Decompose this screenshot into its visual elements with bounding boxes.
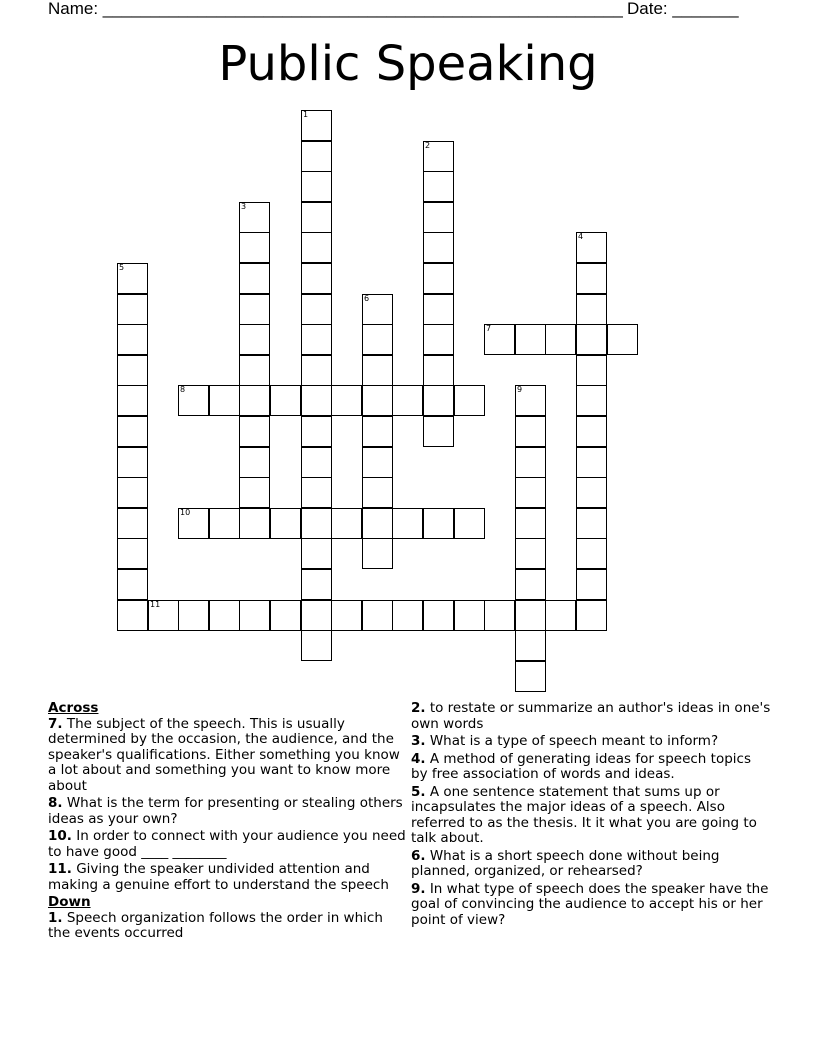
- clue-number-label: 8.: [48, 795, 63, 811]
- grid-cell[interactable]: [301, 294, 332, 325]
- grid-cell[interactable]: [362, 324, 393, 355]
- clue-number-label: 6.: [411, 847, 426, 864]
- clue-text: The subject of the speech. This is usually determined by the occasion, the audience, and the speaker's qualifications. Either something you know a lot about and something you want to know more about: [48, 715, 400, 794]
- grid-cell[interactable]: [515, 661, 546, 692]
- grid-cell[interactable]: [607, 324, 638, 355]
- grid-cell[interactable]: [301, 324, 332, 355]
- clue-number: 7: [486, 324, 492, 333]
- grid-cell[interactable]: [515, 600, 546, 631]
- grid-cell[interactable]: [239, 416, 270, 447]
- clue-item: [411, 701, 771, 732]
- clue-number: 2: [425, 141, 431, 150]
- grid-cell[interactable]: [515, 508, 546, 539]
- clue-text: What is a short speech done without being planned, organized, or rehearsed?: [411, 847, 720, 879]
- grid-cell[interactable]: [301, 263, 332, 294]
- grid-cell[interactable]: [239, 600, 270, 631]
- grid-cell[interactable]: [239, 263, 270, 294]
- grid-cell[interactable]: [423, 385, 454, 416]
- grid-cell[interactable]: [576, 477, 607, 508]
- grid-cell[interactable]: [545, 324, 576, 355]
- clue-number: 1: [303, 110, 309, 119]
- grid-cell[interactable]: [117, 324, 148, 355]
- grid-cell[interactable]: [239, 202, 270, 233]
- grid-cell[interactable]: [515, 385, 546, 416]
- grid-cell[interactable]: [117, 477, 148, 508]
- clue-number: 8: [180, 385, 186, 394]
- grid-cell[interactable]: [423, 263, 454, 294]
- grid-cell[interactable]: [515, 477, 546, 508]
- grid-cell[interactable]: [423, 294, 454, 325]
- grid-cell[interactable]: [331, 385, 362, 416]
- grid-cell[interactable]: [117, 538, 148, 569]
- grid-cell[interactable]: [301, 232, 332, 263]
- grid-cell[interactable]: [239, 232, 270, 263]
- grid-cell[interactable]: [270, 600, 301, 631]
- clue-item: [48, 717, 406, 795]
- grid-cell[interactable]: [117, 600, 148, 631]
- grid-cell[interactable]: [301, 538, 332, 569]
- grid-cell[interactable]: [239, 294, 270, 325]
- across-clue-list: [48, 717, 406, 894]
- grid-cell[interactable]: [117, 385, 148, 416]
- grid-cell[interactable]: [423, 141, 454, 172]
- clue-item: [411, 882, 771, 929]
- grid-cell[interactable]: [209, 508, 240, 539]
- grid-cell[interactable]: [576, 385, 607, 416]
- grid-cell[interactable]: [239, 447, 270, 478]
- clue-item: [411, 752, 771, 783]
- grid-cell[interactable]: [362, 355, 393, 386]
- grid-cell[interactable]: [362, 447, 393, 478]
- grid-cell[interactable]: [423, 171, 454, 202]
- grid-cell[interactable]: [423, 508, 454, 539]
- clue-number: 9: [517, 385, 523, 394]
- grid-cell[interactable]: [423, 416, 454, 447]
- clue-item: [411, 849, 771, 880]
- clue-item: [48, 796, 406, 827]
- grid-cell[interactable]: [178, 600, 209, 631]
- grid-cell[interactable]: [576, 600, 607, 631]
- grid-cell[interactable]: [148, 600, 179, 631]
- grid-cell[interactable]: [270, 508, 301, 539]
- clue-text: What is the term for presenting or stealing others ideas as your own?: [48, 795, 403, 827]
- grid-cell[interactable]: [301, 600, 332, 631]
- grid-cell[interactable]: [301, 569, 332, 600]
- grid-cell[interactable]: [392, 385, 423, 416]
- grid-cell[interactable]: [576, 508, 607, 539]
- grid-cell[interactable]: [117, 569, 148, 600]
- clue-item: [411, 734, 771, 750]
- grid-cell[interactable]: [301, 630, 332, 661]
- grid-cell[interactable]: [117, 263, 148, 294]
- grid-cell[interactable]: [576, 294, 607, 325]
- clue-number-label: 5.: [411, 783, 426, 800]
- grid-cell[interactable]: [117, 416, 148, 447]
- grid-cell[interactable]: [301, 110, 332, 141]
- grid-cell[interactable]: [209, 600, 240, 631]
- grid-cell[interactable]: [362, 385, 393, 416]
- clue-number: 5: [119, 263, 125, 272]
- clue-text: What is a type of speech meant to inform?: [425, 733, 719, 749]
- grid-cell[interactable]: [576, 355, 607, 386]
- clue-number-label: 2.: [411, 700, 426, 716]
- grid-cell[interactable]: [423, 355, 454, 386]
- grid-cell[interactable]: [331, 600, 362, 631]
- clue-text: Giving the speaker undivided attention and making a genuine effort to understand the speech: [48, 861, 389, 893]
- grid-cell[interactable]: [362, 600, 393, 631]
- grid-cell[interactable]: [239, 355, 270, 386]
- grid-cell[interactable]: [239, 324, 270, 355]
- grid-cell[interactable]: [515, 630, 546, 661]
- clue-number-label: 11.: [48, 861, 72, 877]
- grid-cell[interactable]: [301, 141, 332, 172]
- down-clue-list-right: [411, 701, 771, 928]
- grid-cell[interactable]: [178, 385, 209, 416]
- grid-cell[interactable]: [362, 416, 393, 447]
- grid-cell[interactable]: [515, 538, 546, 569]
- clues-left-column: [48, 701, 406, 944]
- grid-cell[interactable]: [301, 447, 332, 478]
- down-clue-list-left: [48, 911, 406, 942]
- clue-number-label: 7.: [48, 715, 63, 732]
- grid-cell[interactable]: [423, 202, 454, 233]
- clue-number: 11: [150, 600, 161, 609]
- grid-cell[interactable]: [117, 508, 148, 539]
- grid-cell[interactable]: [117, 447, 148, 478]
- grid-cell[interactable]: [301, 385, 332, 416]
- grid-cell[interactable]: [576, 538, 607, 569]
- grid-cell[interactable]: [117, 294, 148, 325]
- grid-cell[interactable]: [209, 385, 240, 416]
- grid-cell[interactable]: [362, 294, 393, 325]
- grid-cell[interactable]: [576, 324, 607, 355]
- grid-cell[interactable]: [301, 171, 332, 202]
- grid-cell[interactable]: [178, 508, 209, 539]
- grid-cell[interactable]: [423, 324, 454, 355]
- grid-cell[interactable]: [576, 263, 607, 294]
- clue-number: 3: [241, 202, 247, 211]
- grid-cell[interactable]: [331, 508, 362, 539]
- down-heading: Down: [48, 894, 91, 910]
- grid-cell[interactable]: [301, 355, 332, 386]
- grid-cell[interactable]: [301, 477, 332, 508]
- clue-text: Speech organization follows the order in which the events occurred: [48, 909, 383, 941]
- grid-cell[interactable]: [239, 385, 270, 416]
- grid-cell[interactable]: [301, 416, 332, 447]
- grid-cell[interactable]: [545, 600, 576, 631]
- grid-cell[interactable]: [301, 508, 332, 539]
- page-title: Public Speaking: [218, 36, 598, 92]
- grid-cell[interactable]: [515, 569, 546, 600]
- clue-item: [48, 911, 406, 942]
- grid-cell[interactable]: [117, 355, 148, 386]
- grid-cell[interactable]: [576, 232, 607, 263]
- clue-item: [411, 785, 771, 847]
- clue-item: [48, 829, 406, 860]
- clue-number-label: 9.: [411, 880, 426, 897]
- grid-cell[interactable]: [423, 600, 454, 631]
- grid-cell[interactable]: [362, 477, 393, 508]
- grid-cell[interactable]: [576, 447, 607, 478]
- across-heading: Across: [48, 700, 99, 716]
- grid-cell[interactable]: [362, 538, 393, 569]
- clue-item: [48, 862, 406, 893]
- grid-cell[interactable]: [239, 477, 270, 508]
- clue-number-label: 4.: [411, 750, 426, 767]
- grid-cell[interactable]: [392, 600, 423, 631]
- name-field[interactable]: Name: _______________________________________________________: [48, 0, 623, 18]
- clue-number-label: 1.: [48, 909, 63, 926]
- clues-right-column: [411, 701, 771, 930]
- clue-text: A method of generating ideas for speech topics by free association of words and ideas.: [411, 750, 751, 782]
- clue-text: to restate or summarize an author's ideas in one's own words: [411, 700, 771, 732]
- grid-cell[interactable]: [239, 508, 270, 539]
- clue-number: 10: [180, 508, 191, 517]
- clue-number-label: 10.: [48, 828, 72, 844]
- clue-number: 4: [578, 232, 584, 241]
- grid-cell[interactable]: [454, 385, 485, 416]
- grid-cell[interactable]: [484, 324, 515, 355]
- grid-cell[interactable]: [301, 202, 332, 233]
- clue-text: A one sentence statement that sums up or incapsulates the major ideas of a speech. Also referred to as the thesis. It it what you are going to talk about.: [411, 783, 757, 846]
- grid-cell[interactable]: [484, 600, 515, 631]
- grid-cell[interactable]: [270, 385, 301, 416]
- grid-cell[interactable]: [515, 324, 546, 355]
- grid-cell[interactable]: [362, 508, 393, 539]
- grid-cell[interactable]: [392, 508, 423, 539]
- grid-cell[interactable]: [515, 447, 546, 478]
- grid-cell[interactable]: [515, 416, 546, 447]
- clue-text: In order to connect with your audience you need to have good ____ ________: [48, 828, 406, 860]
- grid-cell[interactable]: [454, 508, 485, 539]
- grid-cell[interactable]: [576, 569, 607, 600]
- clue-text: In what type of speech does the speaker have the goal of convincing the audience to accept his or her point of view?: [411, 880, 769, 928]
- clue-number-label: 3.: [411, 733, 426, 749]
- grid-cell[interactable]: [576, 416, 607, 447]
- grid-cell[interactable]: [454, 600, 485, 631]
- grid-cell[interactable]: [423, 232, 454, 263]
- date-field[interactable]: Date: _______: [627, 0, 739, 18]
- clue-number: 6: [364, 294, 370, 303]
